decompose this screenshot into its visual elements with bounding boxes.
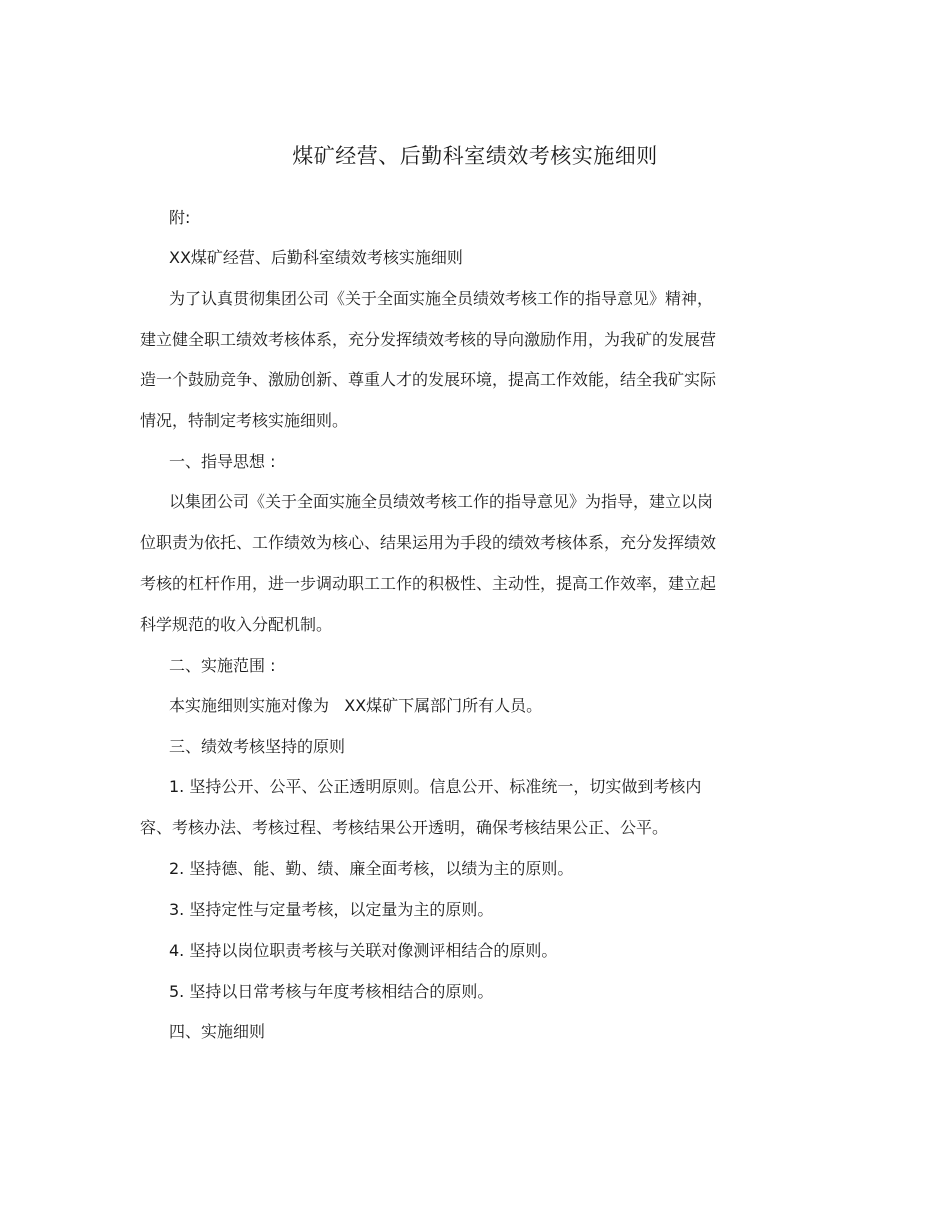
intro-paragraph-line: 为了认真贯彻集团公司《关于全面实施全员绩效考核工作的指导意见》精神， xyxy=(169,289,714,308)
section-heading-implementation: 四、实施细则 xyxy=(169,1022,266,1041)
document-title: 煤矿经营、后勤科室绩效考核实施细则 xyxy=(292,144,658,168)
principle-item-continuation: 容、考核办法、考核过程、考核结果公开透明，确保考核结果公正、公平。 xyxy=(140,818,669,837)
principle-item: 2. 坚持德、能、勤、绩、廉全面考核，以绩为主的原则。 xyxy=(169,859,574,878)
intro-paragraph-line: 情况，特制定考核实施细则。 xyxy=(140,411,349,430)
subtitle-line: XX煤矿经营、后勤科室绩效考核实施细则 xyxy=(169,248,463,267)
guiding-paragraph-line: 考核的杠杆作用，进一步调动职工工作的积极性、主动性，提高工作效率，建立起 xyxy=(140,574,717,593)
intro-paragraph-line: 建立健全职工绩效考核体系，充分发挥绩效考核的导向激励作用，为我矿的发展营 xyxy=(140,330,717,349)
guiding-paragraph-line: 以集团公司《关于全面实施全员绩效考核工作的指导意见》为指导，建立以岗 xyxy=(169,492,714,511)
principle-item: 3. 坚持定性与定量考核，以定量为主的原则。 xyxy=(169,900,494,919)
appendix-label: 附: xyxy=(169,208,191,227)
intro-paragraph-line: 造一个鼓励竞争、激励创新、尊重人才的发展环境，提高工作效能，结全我矿实际 xyxy=(140,370,717,389)
guiding-paragraph-line: 科学规范的收入分配机制。 xyxy=(140,615,333,634)
scope-paragraph: 本实施细则实施对像为 XX煤矿下属部门所有人员。 xyxy=(169,696,543,715)
guiding-paragraph-line: 位职责为依托、工作绩效为核心、结果运用为手段的绩效考核体系，充分发挥绩效 xyxy=(140,533,717,552)
principle-item: 1. 坚持公开、公平、公正透明原则。信息公开、标准统一，切实做到考核内 xyxy=(169,777,702,796)
section-heading-guiding-thought: 一、指导思想 : xyxy=(169,452,276,471)
section-heading-scope: 二、实施范围 : xyxy=(169,656,276,675)
principle-item: 4. 坚持以岗位职责考核与关联对像测评相结合的原则。 xyxy=(169,941,558,960)
principle-item: 5. 坚持以日常考核与年度考核相结合的原则。 xyxy=(169,982,494,1001)
section-heading-principles: 三、绩效考核坚持的原则 xyxy=(169,737,346,756)
